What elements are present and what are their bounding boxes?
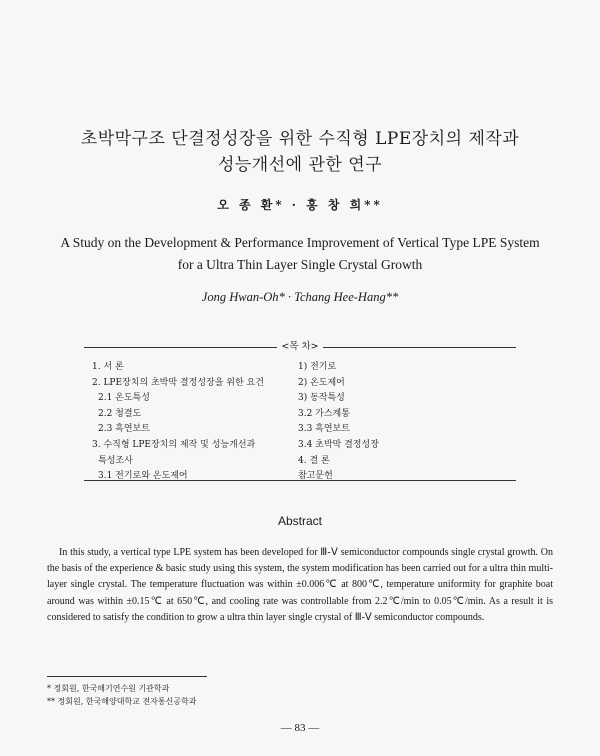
toc-item: 3.4 초박막 결정성장 [298,439,379,450]
toc-item: 3. 수직형 LPE장치의 제작 및 성능개선과 [92,439,256,450]
abstract-body: In this study, a vertical type LPE system has been developed for Ⅲ-Ⅴ semiconductor compounds single crystal growth. On the basis of the experience & basic study using this system, the system modification has been carried out for a ultra thin multi-layer single crystal. The temperature fluctuation was within ±0.006℃ at 800℃, temperature uniformity for graphite boat around was within ±0.15℃ at 650℃, and cooling rate was controllable from 2.2℃/min to 0.05℃/min. As a result it is considered to satisfy the condition to grow a ultra thin layer single crystal of Ⅲ-Ⅴ semiconductor compounds. [47,547,553,623]
footnote-item: ** 정회원, 한국해양대학교 전자통신공학과 [47,697,197,706]
toc-left-column [92,360,302,485]
english-title-line-2: for a Ultra Thin Layer Single Crystal Growth [177,257,423,272]
toc-item: 3.2 가스계통 [298,408,350,419]
table-of-contents [84,341,516,482]
toc-item: 3) 동작특성 [298,393,345,404]
toc-heading: <목 차> [277,341,322,352]
toc-item: 3.3 흑연보트 [298,424,350,435]
toc-item: 1) 전기로 [298,362,337,372]
footnotes [47,682,197,708]
toc-item: 참고문헌 [298,471,333,482]
korean-authors: 오 종 환* · 홍 창 희** [217,198,383,212]
korean-title-line-1: 초박막구조 단결정성장을 위한 수직형 LPE장치의 제작과 [80,129,520,149]
toc-item: 4. 결 론 [298,455,330,466]
english-title-line-1: A Study on the Development & Performance Improvement of Vertical Type LPE System [60,235,540,250]
toc-item: 2. LPE장치의 초박막 결정성장을 위한 요건 [92,377,264,388]
toc-item: 2) 온도제어 [298,377,345,388]
toc-right-column [298,360,508,485]
footnote-divider [47,676,207,677]
toc-item: 3.1 전기로와 온도제어 [98,471,188,482]
toc-item: 2.3 흑연보트 [98,424,150,435]
korean-title-line-2: 성능개선에 관한 연구 [217,155,383,175]
page-number: — 83 — [280,722,320,734]
english-title [20,232,580,276]
toc-item: 2.1 온도특성 [98,393,150,404]
footnote-item: * 정회원, 한국해기연수원 기관학과 [47,684,170,693]
english-authors: Jong Hwan-Oh* · Tchang Hee-Hang** [201,290,399,304]
abstract-heading: Abstract [277,514,322,528]
toc-item: 1. 서 론 [92,362,124,372]
toc-item: 2.2 청결도 [98,408,142,419]
toc-item: 특성조사 [98,455,133,466]
korean-title [60,126,540,178]
